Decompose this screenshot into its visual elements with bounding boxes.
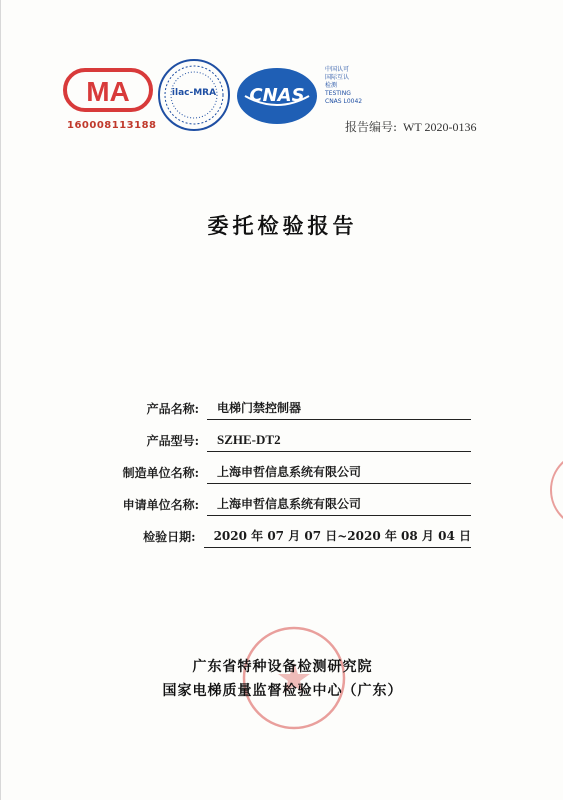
report-fields	[101, 388, 471, 548]
cnas-side-line: 检测	[325, 82, 338, 89]
cma-logo-text: MA	[86, 76, 130, 107]
field-label: 申请单位名称:	[122, 498, 199, 512]
cma-number: 160008113188	[67, 120, 157, 131]
cnas-side-line: 中国认可	[325, 66, 350, 73]
cnas-side-text	[325, 66, 362, 106]
cnas-side-line: CNAS L0042	[325, 98, 363, 105]
report-number-value: WT 2020-0136	[403, 120, 477, 134]
field-row-manufacturer	[101, 452, 471, 484]
field-row-applicant	[101, 484, 471, 516]
field-value: 电梯门禁控制器	[207, 399, 471, 420]
field-label: 制造单位名称:	[122, 466, 199, 480]
field-label: 检验日期:	[143, 530, 196, 544]
field-value: 上海申哲信息系统有限公司	[207, 495, 471, 516]
page-title: 委托检验报告	[207, 213, 358, 238]
official-seal-icon	[241, 625, 347, 731]
report-number-label: 报告编号:	[345, 120, 398, 134]
edge-seal-icon	[547, 448, 563, 532]
cnas-side-line: 国际互认	[325, 74, 350, 81]
field-label: 产品型号:	[146, 434, 199, 448]
field-row-product-name	[101, 388, 471, 420]
issuer-line-1: 广东省特种设备检测研究院	[192, 659, 373, 675]
cnas-side-line: TESTING	[325, 90, 351, 97]
field-row-product-model	[101, 420, 471, 452]
field-row-inspection-date	[101, 516, 471, 548]
ilac-mra-text: ilac-MRA	[171, 88, 217, 98]
report-number	[345, 118, 476, 135]
issuer-line-2: 国家电梯质量监督检验中心（广东）	[162, 683, 403, 699]
cnas-text: CNAS	[249, 85, 305, 106]
cma-logo-icon	[63, 68, 153, 112]
field-value: SZHE-DT2	[207, 432, 471, 452]
accreditation-logos	[63, 58, 363, 148]
field-label: 产品名称:	[146, 402, 199, 416]
field-value: 上海申哲信息系统有限公司	[207, 463, 471, 484]
field-value: 2020 年 07 月 07 日~2020 年 08 月 04 日	[204, 527, 471, 548]
